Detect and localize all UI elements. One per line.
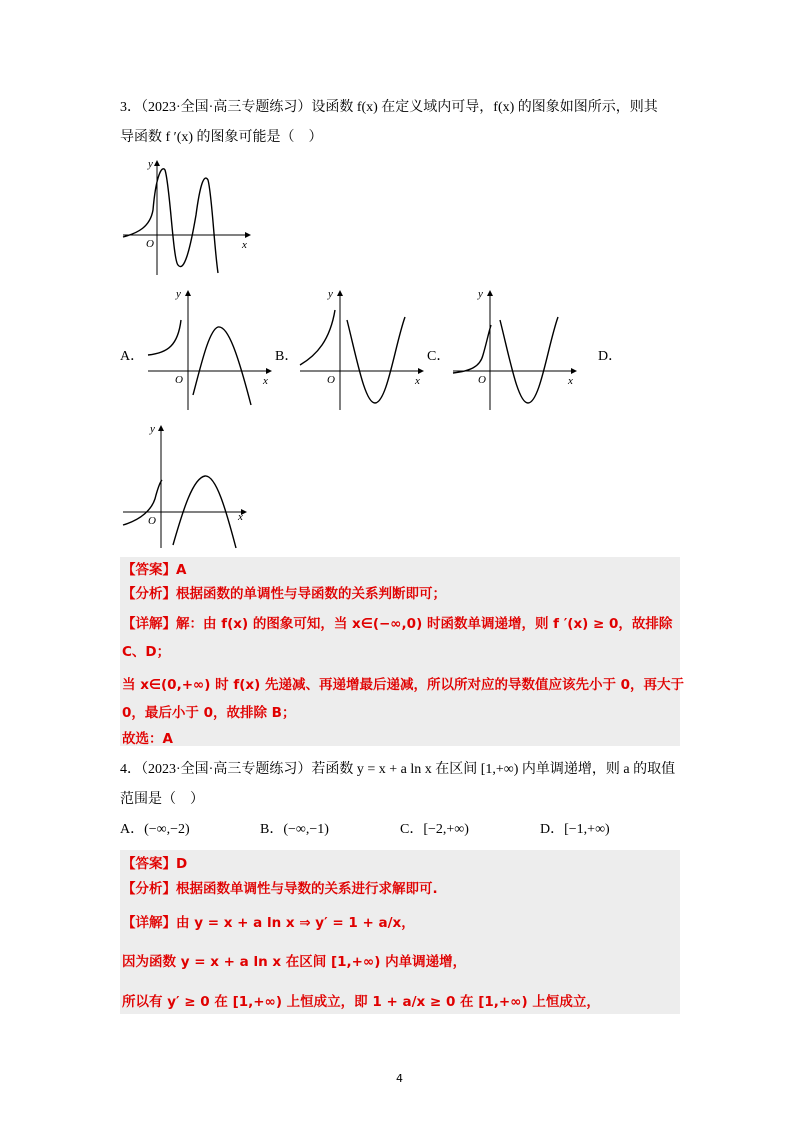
q4-detail-1: 【详解】由 y = x + a ln x ⇒ y′ = 1 + a/x， <box>122 915 415 931</box>
q4-option-a[interactable]: A．(−∞,−2) <box>120 822 190 837</box>
q4-option-b[interactable]: B．(−∞,−1) <box>260 822 329 837</box>
y-axis-label: y <box>148 158 153 170</box>
origin-label: O <box>327 374 335 386</box>
x-axis-label: x <box>242 239 247 251</box>
option-d-graph[interactable] <box>118 420 253 550</box>
q3-detail-2: C、D； <box>122 644 171 660</box>
option-c-graph[interactable] <box>448 285 583 413</box>
q3-answer: 【答案】A <box>122 562 187 578</box>
y-axis-label: y <box>478 288 483 300</box>
x-axis-label: x <box>568 375 573 387</box>
x-axis-label: x <box>263 375 268 387</box>
option-d-label[interactable]: D． <box>598 349 623 364</box>
q4-line1: 4．（2023·全国·高三专题练习）若函数 y = x + a ln x 在区间 [1,+∞) 内单调递增，则 a 的取值 <box>120 762 676 777</box>
origin-label: O <box>146 238 154 250</box>
q3-line1: 3．（2023·全国·高三专题练习）设函数 f(x) 在定义域内可导，f(x) 的图象如图所示，则其 <box>120 100 658 115</box>
q3-analysis: 【分析】根据函数的单调性与导函数的关系判断即可； <box>122 586 446 602</box>
origin-label: O <box>175 374 183 386</box>
q4-option-d[interactable]: D．[−1,+∞) <box>540 822 610 837</box>
q3-choice: 故选：A <box>122 731 173 747</box>
q4-line2: 范围是（ ） <box>120 792 204 807</box>
fx-graph <box>118 155 258 280</box>
option-b-graph[interactable] <box>295 285 430 413</box>
option-a-graph[interactable] <box>143 285 278 413</box>
option-b-label[interactable]: B． <box>275 349 299 364</box>
origin-label: O <box>148 515 156 527</box>
option-c-label[interactable]: C． <box>427 349 451 364</box>
q4-analysis: 【分析】根据函数单调性与导数的关系进行求解即可. <box>122 881 438 897</box>
option-a-label[interactable]: A． <box>120 349 145 364</box>
x-axis-label: x <box>238 511 243 523</box>
y-axis-label: y <box>328 288 333 300</box>
y-axis-label: y <box>150 423 155 435</box>
x-axis-label: x <box>415 375 420 387</box>
q4-option-c[interactable]: C．[−2,+∞) <box>400 822 469 837</box>
q4-answer: 【答案】D <box>122 856 188 872</box>
q3-detail-4: 0，最后小于 0，故排除 B； <box>122 705 296 721</box>
q3-line2: 导函数 f ′(x) 的图象可能是（ ） <box>120 130 323 145</box>
q4-detail-3: 所以有 y′ ≥ 0 在 [1,+∞) 上恒成立，即 1 + a/x ≥ 0 在 [1,+∞) 上恒成立， <box>122 994 600 1010</box>
origin-label: O <box>478 374 486 386</box>
page-number: 4 <box>396 1072 403 1085</box>
q3-detail-1: 【详解】解：由 f(x) 的图象可知，当 x∈(−∞,0) 时函数单调递增，则 f ′(x) ≥ 0，故排除 <box>122 616 673 632</box>
q4-detail-2: 因为函数 y = x + a ln x 在区间 [1,+∞) 内单调递增， <box>122 954 467 970</box>
y-axis-label: y <box>176 288 181 300</box>
q3-detail-3: 当 x∈(0,+∞) 时 f(x) 先递减、再递增最后递减，所以所对应的导数值应该先小于 0，再大于 <box>122 677 685 693</box>
